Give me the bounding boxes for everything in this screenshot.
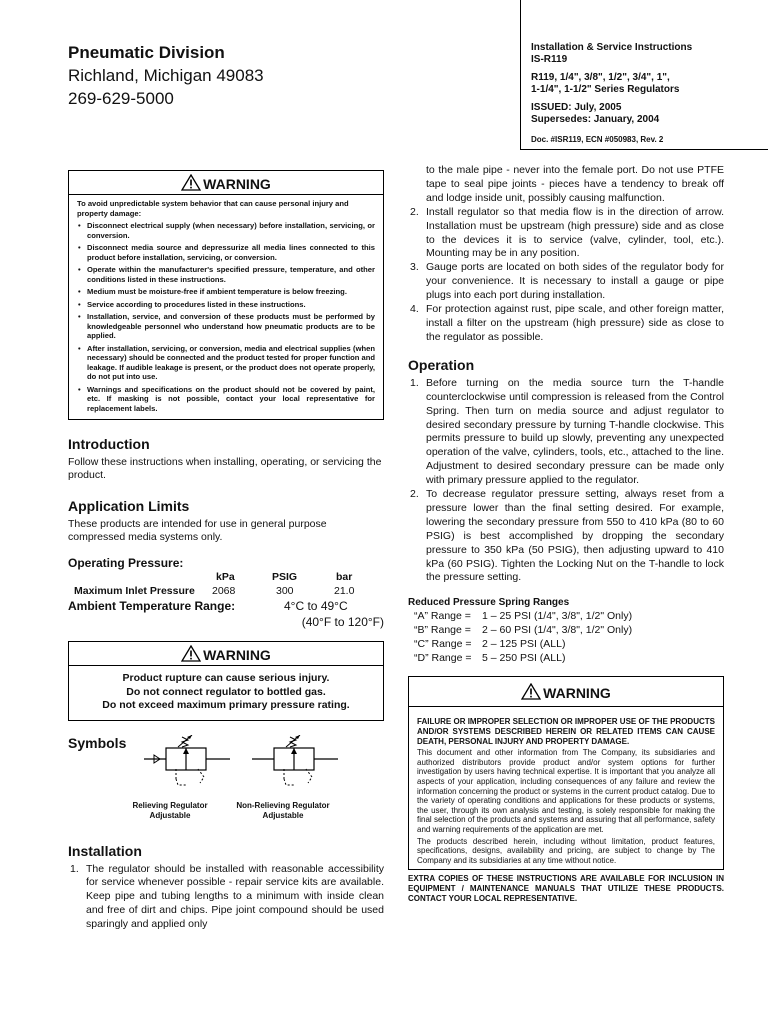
ambient-temp-label: Ambient Temperature Range: (68, 599, 236, 613)
warning-title: WARNING (69, 171, 383, 195)
introduction-text: Follow these instructions when installing, operating, or servicing the product. (68, 456, 382, 481)
ambient-temp-c: 4°C to 49°C (284, 599, 348, 613)
symbols-heading: Symbols (68, 734, 127, 751)
doc-id: IS-R119 (531, 54, 568, 65)
doc-type: Installation & Service Instructions (531, 42, 693, 53)
installation-heading: Installation (68, 842, 142, 859)
operating-pressure-heading: Operating Pressure: (68, 556, 184, 570)
warning-triangle-icon (181, 645, 201, 662)
relieving-regulator-caption: Relieving Regulator Adjustable (132, 800, 208, 820)
max-inlet-label: Maximum Inlet Pressure (74, 585, 195, 597)
warning-title: WARNING (69, 642, 383, 666)
installation-item-1-continued: to the male pipe - never into the female port. Do not use PTFE tape to seal pipe joints - pieces have a tendency to break off and lodge inside unit, possibly causing malfunction. (426, 164, 724, 204)
issued-date: ISSUED: July, 2005 (531, 102, 622, 113)
warning-item: • After installation, servicing, or conversion, media and electrical supplies (when necessary) should be connected and the product tested for proper function and leakage. If audible leakage is present, or the product does not operate properly, do not put into use. (77, 344, 375, 382)
company-address: Richland, Michigan 49083 (68, 66, 264, 85)
liability-paragraph-2: The products described herein, including without limitation, product features, specifications, designs, availability and pricing, are subject to change by The Company and its subsidiaries at any time without notice. (417, 836, 715, 865)
col-kpa: kPa (216, 571, 235, 583)
extra-copies-notice: EXTRA COPIES OF THESE INSTRUCTIONS ARE AVAILABLE FOR INCLUSION IN EQUIPMENT / MAINTENANCE MANUALS THAT UTILIZE THESE PRODUCTS. CONTACT YOUR LOCAL REPRESENTATIVE. (408, 874, 724, 903)
application-limits-text: These products are intended for use in general purpose compressed media systems only. (68, 518, 327, 543)
operation-list (408, 377, 724, 586)
col-bar: bar (336, 571, 353, 583)
ambient-temp-f: (40°F to 120°F) (301, 615, 384, 629)
spring-ranges-heading: Reduced Pressure Spring Ranges (408, 597, 570, 609)
rupture-warning-line: Do not exceed maximum primary pressure rating. (102, 699, 350, 711)
liability-paragraph-1: This document and other information from The Company, its subsidiaries and authorized distributors provide product and/or system options for further investigation by users having technical expertise. It is important that you analyze all aspects of your application, including consequences of any failure and review the information concerning the product or systems in the current product catalog. Due to the variety of operating conditions and applications for these products or systems, the user, through its own analysis and testing, is solely responsible for making the final selection of the products and systems and assuring that all performance, safety and warning requirements of the application are met. (417, 748, 715, 834)
warning-item: • Disconnect electrical supply (when necessary) before installation, servicing, or conversion. (77, 221, 375, 240)
installation-item-2: 2. Install regulator so that media flow is in the direction of arrow. Installation must be upstream (high pressure) side and as close to the devices it is to service (valve, cylinder, tool, etc.). Mounting may be in any position. (410, 205, 724, 260)
operation-heading: Operation (408, 356, 475, 373)
warning-item: • Installation, service, and conversion of these products must be performed by knowledgeable personnel who understand how pneumatic products are to be applied. (77, 312, 375, 341)
warning-item: • Operate within the manufacturer's specified pressure, temperature, and other conditions listed in these instructions. (77, 265, 375, 284)
warning-list (77, 221, 375, 413)
operation-item-2: 2. To decrease regulator pressure setting, always reset from a pressure lower than the final setting desired. For example, lowering the secondary pressure from 550 to 410 kPa (80 to 60 PSIG) is best accomplished by dropping the secondary pressure to 350 kPa (50 PSIG), then adjusting upward to 410 kPa (60 PSIG). Tighten the Locking Nut on the T-handle to lock the pressure setting. (410, 488, 724, 584)
warning-intro: To avoid unpredictable system behavior that can cause personal injury and property damage: (77, 199, 349, 218)
liability-warning-caps: FAILURE OR IMPROPER SELECTION OR IMPROPER USE OF THE PRODUCTS AND/OR SYSTEMS DESCRIBED HEREIN OR RELATED ITEMS CAN CAUSE DEATH, PERSONAL INJURY AND PROPERTY DAMAGE. (417, 717, 715, 746)
rupture-warning-line: Product rupture can cause serious injury. (122, 672, 330, 684)
max-inlet-psig: 300 (276, 585, 294, 597)
warning-triangle-icon (181, 174, 201, 191)
spring-range-row: “C” Range = 2 – 125 PSI (ALL) (414, 638, 566, 651)
doc-reference: Doc. #ISR119, ECN #050983, Rev. 2 (531, 135, 664, 144)
document-info-box (520, 0, 768, 150)
operation-item-1: 1. Before turning on the media source turn the T-handle counterclockwise until compression is released from the Control Spring. Then turn on media source and adjust regulator to desired secondary pressure by turning T-handle clockwise. This permits pressure to build up slowly, preventing any unexpected operation of the valve, cylinders, tools, etc., attached to the line. Adjustment to desired secondary pressure can be made only with primary pressure applied to the regulator. (410, 376, 724, 487)
installation-item-4: 4. For protection against rust, pipe scale, and other foreign matter, install a filter on the upstream (high pressure) side as close to the regulator as possible. (410, 303, 724, 343)
warning-item: • Warnings and specifications on the product should not be covered by paint, etc. If masking is not possible, contact your local representative for replacement labels. (77, 385, 375, 414)
warning-box-general (68, 170, 384, 420)
spring-ranges-list (408, 610, 724, 666)
model-line-2: 1-1/4", 1-1/2" Series Regulators (531, 84, 680, 95)
company-header (68, 42, 264, 110)
spring-range-row: “A” Range = 1 – 25 PSI (1/4", 3/8", 1/2" Only) (414, 610, 633, 623)
col-psig: PSIG (272, 571, 298, 583)
operating-pressure-table (68, 571, 384, 617)
warning-box-rupture (68, 641, 384, 721)
warning-title: WARNING (409, 677, 723, 707)
introduction-heading: Introduction (68, 436, 150, 452)
rupture-warning-line: Do not connect regulator to bottled gas. (126, 685, 326, 698)
warning-item: • Medium must be moisture-free if ambient temperature is below freezing. (77, 287, 375, 297)
warning-item: • Service according to procedures listed in these instructions. (77, 300, 375, 310)
application-limits-heading: Application Limits (68, 498, 190, 514)
max-inlet-kpa: 2068 (212, 585, 236, 597)
right-column (408, 164, 724, 904)
symbols-section (68, 735, 384, 835)
installation-item-3: 3. Gauge ports are located on both sides of the regulator body for your convenience. It is necessary to install a gauge or pipe plugs into each port during installation. (410, 261, 724, 302)
installation-list (68, 863, 384, 933)
warning-triangle-icon (521, 683, 541, 700)
non-relieving-regulator-caption: Non-Relieving Regulator Adjustable (236, 800, 330, 820)
model-line-1: R119, 1/4", 3/8", 1/2", 3/4", 1", (531, 72, 670, 83)
spring-range-row: “D” Range = 5 – 250 PSI (ALL) (414, 652, 566, 665)
spring-range-row: “B” Range = 2 – 60 PSI (1/4", 3/8", 1/2" Only) (414, 624, 633, 637)
installation-item-1: 1. The regulator should be installed with reasonable accessibility for service whenever possible - repair service kits are available. Keep pipe and tubing lengths to a minimum with inside clean and free of dirt and chips. Pipe joint compound should be used sparingly and applied only (70, 862, 384, 931)
non-relieving-regulator-symbol-icon (250, 735, 340, 799)
supersedes-date: Supersedes: January, 2004 (531, 114, 660, 125)
warning-item: • Disconnect media source and depressurize all media lines connected to this product before installation, servicing, or conversion. (77, 243, 375, 262)
division-name: Pneumatic Division (68, 43, 225, 62)
left-column (68, 170, 384, 932)
warning-box-liability (408, 676, 724, 870)
installation-list-continued (408, 206, 724, 345)
relieving-regulator-symbol-icon (142, 735, 232, 799)
company-phone: 269-629-5000 (68, 89, 174, 108)
max-inlet-bar: 21.0 (334, 585, 355, 597)
